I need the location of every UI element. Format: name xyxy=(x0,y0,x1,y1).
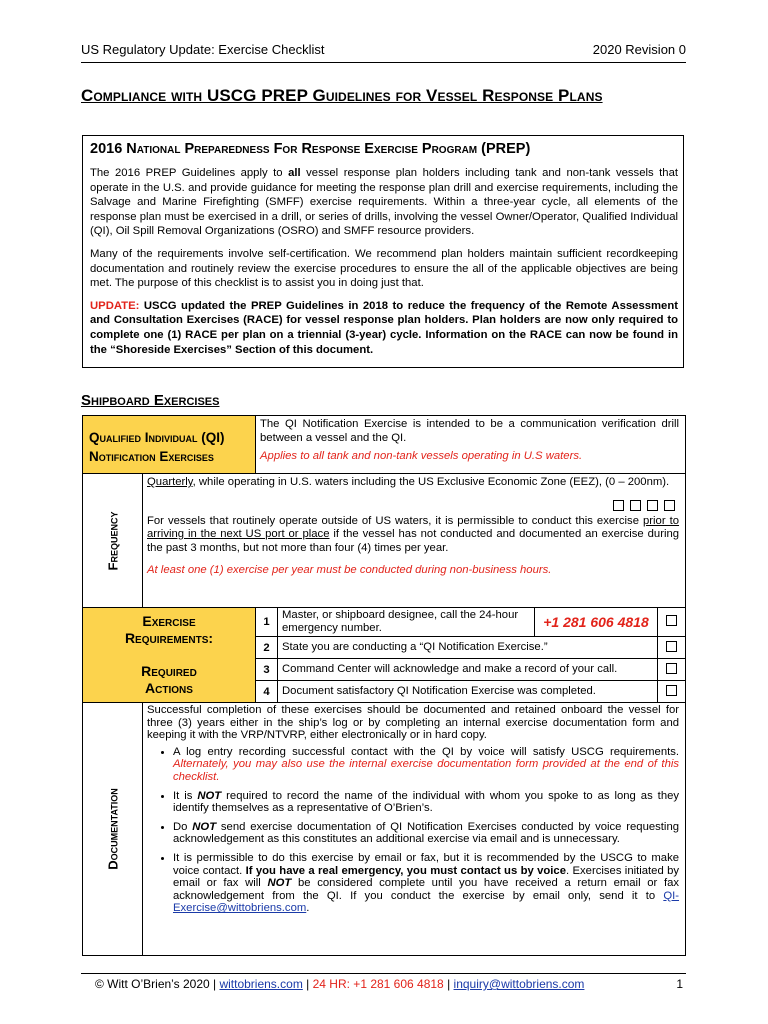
page-header xyxy=(81,42,686,57)
prep-paragraph-2: Many of the requirements involve self-certification. We recommend plan holders maintain sufficient recordkeeping documentation and routinely review the exercise procedures to ensure the all of the applicable objectives are being met. The purpose of this checklist is to assist you in doing just that. xyxy=(90,247,678,290)
qi-heading: Qualified Individual (QI) Notification Exercises xyxy=(83,416,256,474)
prep-info-box xyxy=(82,135,684,368)
step-number: 1 xyxy=(256,608,278,637)
step-text: Command Center will acknowledge and make a record of your call. xyxy=(278,659,658,681)
step-number: 3 xyxy=(256,659,278,681)
footer-hotline: 24 HR: +1 281 606 4818 xyxy=(312,977,444,991)
step-checkbox[interactable] xyxy=(666,685,677,696)
frequency-label: Frequency xyxy=(105,511,120,570)
documentation-body xyxy=(143,703,686,956)
step-checkbox[interactable] xyxy=(666,615,677,626)
list-item: • A log entry recording successful contact with the QI by voice will satisfy USCG requirements. Alternately, you may also use the internal exercise documentation form provided at the end of this checklist. xyxy=(173,746,679,784)
footer-copyright: © Witt O’Brien’s 2020 | xyxy=(95,977,220,991)
page-footer: © Witt O’Brien’s 2020 | wittobriens.com | 24 HR: +1 281 606 4818 | inquiry@wittobriens.com 1 xyxy=(95,977,683,991)
page-number: 1 xyxy=(676,977,683,991)
list-item: • It is NOT required to record the name of the individual with whom you spoke to as long as they identify themselves as a representative of O’Brien’s. xyxy=(173,790,679,815)
quarter-checkbox[interactable] xyxy=(613,500,624,511)
quarterly-checkboxes xyxy=(147,500,675,511)
section-title: Shipboard Exercises xyxy=(81,392,220,409)
frequency-note: At least one (1) exercise per year must be conducted during non-business hours. xyxy=(147,564,552,576)
step-text: State you are conducting a “QI Notification Exercise.” xyxy=(278,637,658,659)
requirements-heading: Exercise Requirements: Required Actions xyxy=(83,608,256,703)
prep-heading: 2016 National Preparedness For Response Exercise Program (PREP) xyxy=(90,141,531,157)
quarter-checkbox[interactable] xyxy=(630,500,641,511)
step-text: Document satisfactory QI Notification Exercise was completed. xyxy=(278,681,658,703)
documentation-list xyxy=(147,746,679,915)
qi-description: The QI Notification Exercise is intended to be a communication verification drill between a vessel and the QI. Applies to all tank and non-tank vessels operating in U.S waters. xyxy=(256,416,686,474)
page-title: Compliance with USCG PREP Guidelines for Vessel Response Plans xyxy=(81,86,603,105)
qi-exercise-table xyxy=(82,415,686,956)
step-number: 4 xyxy=(256,681,278,703)
footer-site-link[interactable]: wittobriens.com xyxy=(219,977,303,991)
step-checkbox[interactable] xyxy=(666,663,677,674)
header-divider xyxy=(81,62,686,63)
documentation-label-cell xyxy=(83,703,143,956)
frequency-label-cell xyxy=(83,474,143,608)
quarter-checkbox[interactable] xyxy=(664,500,675,511)
header-right: 2020 Revision 0 xyxy=(592,42,686,57)
emergency-phone: +1 281 606 4818 xyxy=(535,608,658,637)
prep-paragraph-1: The 2016 PREP Guidelines apply to all vessel response plan holders including tank and non-tank vessels that operate in the U.S. and provide guidance for meeting the response plan drill and exercise requirements, including the Salvage and Marine Firefighting (SMFF) exercise requirements. Within a three-year cycle, all elements of the response plan must be exercised in a drill, or series of drills, involving the vessel Owner/Operator, Qualified Individual (QI), Oil Spill Removal Organizations (OSRO) and SMFF resource providers. xyxy=(90,167,678,238)
documentation-label: Documentation xyxy=(105,788,120,870)
header-left: US Regulatory Update: Exercise Checklist xyxy=(81,42,325,57)
prep-update: UPDATE: USCG updated the PREP Guidelines in 2018 to reduce the frequency of the Remote Assessment and Consultation Exercises (RACE) for vessel response plan holders. Plan holders are now only required to complete one (1) RACE per plan on a triennial (3-year) cycle. Information on the RACE can now be found in the “Shoreside Exercises” Section of this document. xyxy=(90,299,678,356)
footer-divider xyxy=(81,973,686,974)
list-item: • It is permissible to do this exercise by email or fax, but it is recommended by the USCG to make voice contact. If you have a real emergency, you must contact us by voice. Exercises initiated by email or fax will NOT be considered complete until you have received a return email or fax acknowledgement from the QI. If you conduct the exercise by email only, send it to QI-Exercise@wittobriens.com. xyxy=(173,852,679,915)
quarter-checkbox[interactable] xyxy=(647,500,658,511)
frequency-body: Quarterly, while operating in U.S. waters including the US Exclusive Economic Zone (EEZ), (0 – 200nm). For vessels that routinely operate outside of US waters, it is permissible to conduct this exercise prior to arriving in the next US port or place if the vessel has not conducted and documented an exercise during the past 3 months, but not more than four (4) times per year. At least one (1) exercise per year must be conducted during non-business hours. xyxy=(143,474,686,608)
documentation-intro: Successful completion of these exercises should be documented and retained onboard the vessel for three (3) years either in the ship’s log or by completing an internal exercise documentation form and keeping it with the VRP/NTVRP, either electronically or in hard copy. xyxy=(147,704,680,742)
step-checkbox[interactable] xyxy=(666,641,677,652)
step-number: 2 xyxy=(256,637,278,659)
list-item: • Do NOT send exercise documentation of QI Notification Exercises conducted by voice requesting acknowledgement as this constitutes an additional exercise via email and is unnecessary. xyxy=(173,821,679,846)
qi-exercise-email-link[interactable]: QI-Exercise@wittobriens.com xyxy=(173,889,680,915)
footer-email-link[interactable]: inquiry@wittobriens.com xyxy=(453,977,585,991)
step-text: Master, or shipboard designee, call the 24-hour emergency number. xyxy=(278,608,535,637)
